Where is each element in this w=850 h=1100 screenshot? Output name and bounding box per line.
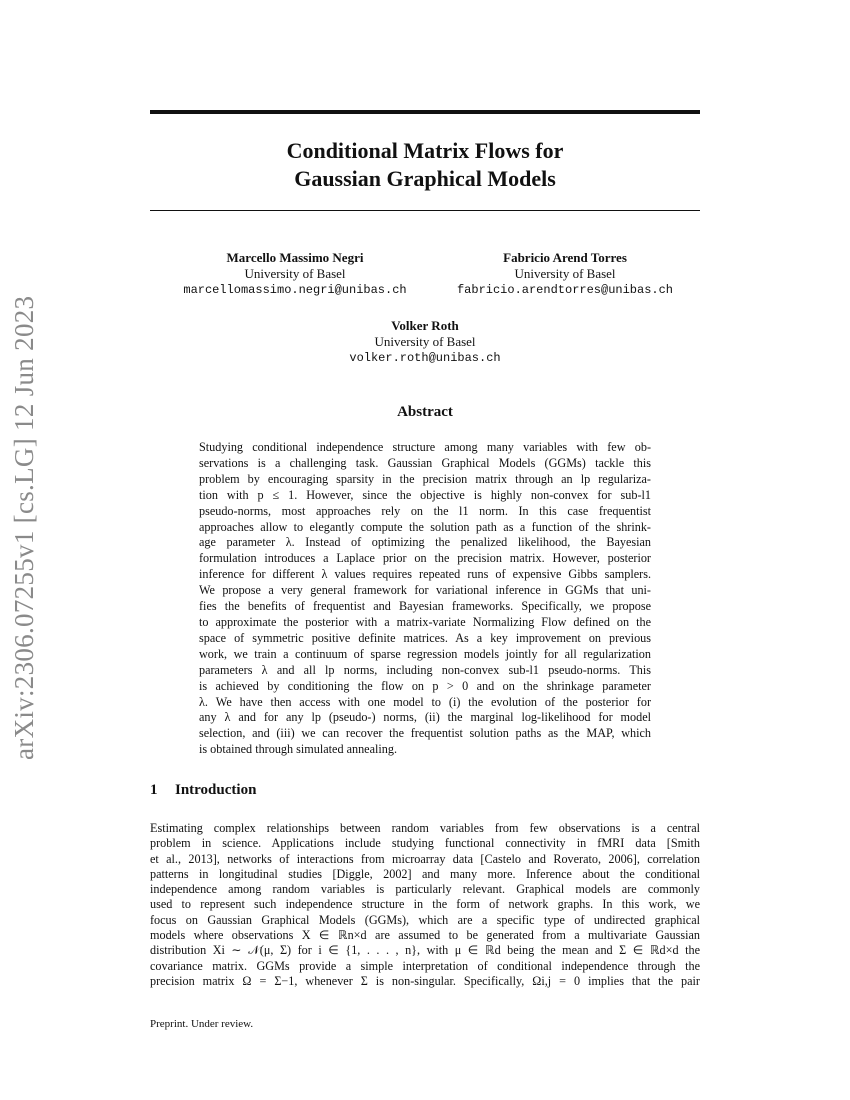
author-block-1 (150, 250, 440, 298)
author-affiliation: University of Basel (514, 266, 616, 281)
text-line: problem in science. Applications include studying functional connectivity in fMRI data [Smith (150, 836, 700, 851)
text-line: models where observations X ∈ ℝn×d are assumed to be generated from a multivariate Gaussian (150, 928, 700, 943)
text-line: is obtained through simulated annealing. (199, 742, 398, 757)
title-line-2: Gaussian Graphical Models (294, 166, 556, 191)
text-line: precision matrix Ω = Σ−1, whenever Σ is non-singular. Specifically, Ωi,j = 0 implies that the pair (150, 973, 700, 988)
text-line: covariance matrix. GGMs provide a simple interpretation of conditional independence through the (150, 958, 700, 973)
author-name: Marcello Massimo Negri (226, 250, 364, 265)
text-line: space of symmetric positive definite matrices. As a key improvement on previous (199, 630, 651, 645)
text-line: to approximate the posterior with a matrix-variate Normalizing Flow defined on the (199, 614, 651, 629)
author-affiliation: University of Basel (374, 334, 476, 349)
abstract-heading: Abstract (397, 404, 453, 420)
author-email[interactable]: volker.roth@unibas.ch (349, 351, 501, 365)
introduction-body (150, 821, 700, 989)
text-line: et al., 2013], networks of interactions from microarray data [Castelo and Roverato, 2006], correlation (150, 851, 700, 866)
text-line: problem by encouraging sparsity in the precision matrix through an lp regulariza- (199, 471, 651, 486)
author-block-3 (280, 318, 570, 366)
text-line: parameters λ and all lp norms, including non-convex sub-l1 pseudo-norms. This (199, 662, 651, 677)
text-line: approaches allow to elegantly compute the solution path as a function of the shrink- (199, 519, 651, 534)
footer-note: Preprint. Under review. (150, 1018, 254, 1030)
author-affiliation: University of Basel (244, 266, 346, 281)
text-line: tion with p ≤ 1. However, since the objective is highly non-convex for sub-l1 (199, 487, 651, 502)
arxiv-sidebar-stamp: arXiv:2306.07255v1 [cs.LG] 12 Jun 2023 (9, 295, 39, 760)
section-title: Introduction (175, 782, 257, 798)
title-line-1: Conditional Matrix Flows for (286, 138, 564, 163)
author-email[interactable]: marcellomassimo.negri@unibas.ch (183, 283, 407, 297)
paper-title (150, 137, 700, 193)
author-block-2 (420, 250, 710, 298)
text-line: focus on Gaussian Graphical Models (GGMs), which are a specific type of undirected graphical (150, 912, 700, 927)
text-line: λ. We have then access with one model to (i) the evolution of the posterior for (199, 694, 651, 709)
abstract-body (199, 440, 651, 758)
author-name: Fabricio Arend Torres (503, 250, 627, 265)
text-line: any λ and for any lp (pseudo-) norms, (ii) the marginal log-likelihood for model (199, 710, 651, 725)
section-number: 1 (150, 782, 158, 798)
author-email[interactable]: fabricio.arendtorres@unibas.ch (456, 283, 674, 297)
text-line: selection, and (iii) we can recover the frequentist solution paths as the MAP, which (199, 726, 651, 741)
text-line: Estimating complex relationships between random variables from few observations is a central (150, 821, 700, 835)
text-line: servations is a challenging task. Gaussian Graphical Models (GGMs) tackle this (199, 455, 651, 470)
text-line: used to represent such independence structure in the form of network graphs. In this work, we (150, 897, 700, 912)
text-line: pseudo-norms, most approaches rely on the l1 norm. In this case frequentist (199, 503, 651, 518)
text-line: formulation introduces a Laplace prior on the precision matrix. However, posterior (199, 551, 651, 566)
text-line: We propose a very general framework for variational inference in GGMs that uni- (199, 583, 651, 598)
text-line: independence among random variables is particularly relevant. Graphical models are commonly (150, 882, 700, 897)
text-line: work, we train a continuum of sparse regression models jointly for all regularization (199, 646, 651, 661)
text-line: is achieved by conditioning the flow on p > 0 and on the shrinkage parameter (199, 678, 651, 693)
text-line: age parameter λ. Instead of optimizing the penalized likelihood, the Bayesian (199, 535, 651, 550)
title-top-rule (150, 110, 700, 114)
text-line: patterns in longitudinal studies [Diggle, 2002] and many more. Inference about the conditional (150, 866, 700, 881)
text-line: inference for different λ values requires repeated runs of expensive Gibbs samplers. (199, 567, 651, 582)
text-line: fies the benefits of frequentist and Bayesian frameworks. Specifically, we propose (199, 599, 651, 614)
text-line: Studying conditional independence structure among many variables with few ob- (199, 440, 651, 454)
section-heading (150, 782, 256, 799)
title-bottom-rule (150, 210, 700, 211)
author-name: Volker Roth (391, 318, 459, 333)
text-line: distribution Xi ∼ 𝒩(μ, Σ) for i ∈ {1, . . . , n}, with μ ∈ ℝd being the mean and Σ ∈ ℝd×d the (150, 943, 700, 958)
